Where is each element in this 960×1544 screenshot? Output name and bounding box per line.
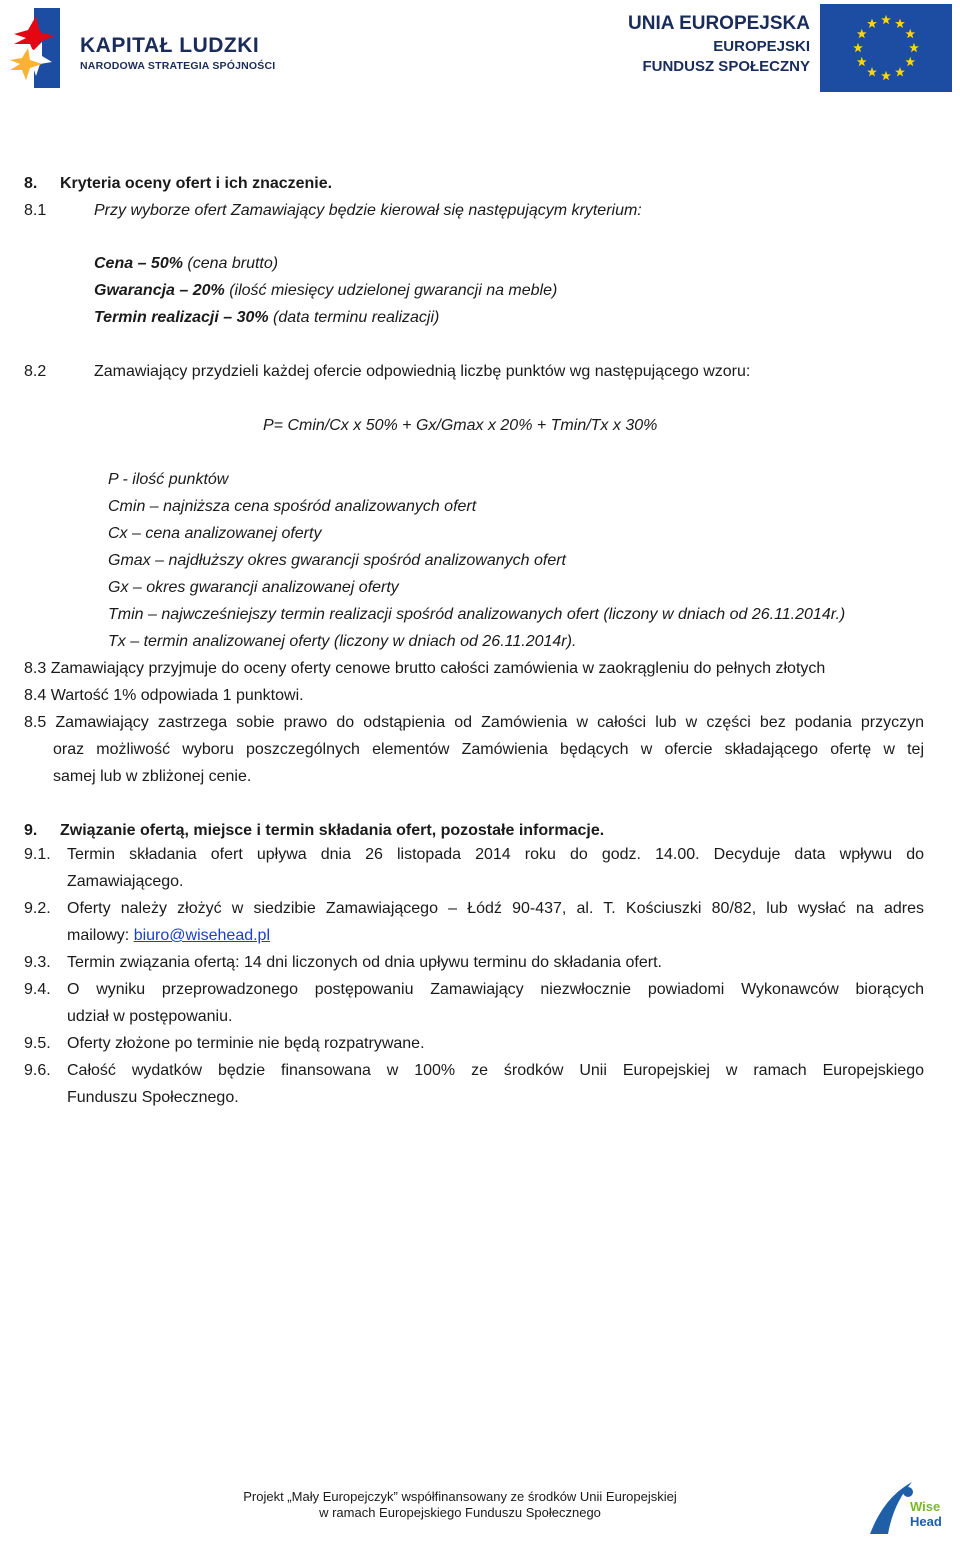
item-9-5-number: 9.5. <box>24 1035 51 1052</box>
footer-line2: w ramach Europejskiego Funduszu Społecznego <box>319 1505 601 1520</box>
item-9-3-line1: Termin związania ofertą: 14 dni liczonych od dnia upływu terminu do składania ofert. <box>67 954 662 971</box>
wisehead-word-2: Head <box>910 1514 942 1529</box>
footer-note <box>180 1489 740 1521</box>
item-9-5-line1: Oferty złożone po terminie nie będą rozpatrywane. <box>67 1035 425 1052</box>
criterion-price-desc: (cena brutto) <box>182 255 279 272</box>
item-9-2-line2 <box>67 926 270 946</box>
section-8-heading: Kryteria oceny ofert i ich znaczenie. <box>60 175 333 192</box>
eu-fund-line2: FUNDUSZ SPOŁECZNY <box>642 58 810 75</box>
eu-text-block <box>600 12 810 82</box>
paragraph-8-5-line1: 8.5 Zamawiający zastrzega sobie prawo do odstąpienia od Zamówienia w całości lub w części bez podania przyczyn <box>24 714 924 731</box>
legend-item: Cx – cena analizowanej oferty <box>108 525 322 542</box>
kapital-ludzki-emblem-icon <box>6 4 66 92</box>
paragraph-8-1: Przy wyborze ofert Zamawiający będzie kierował się następującym kryterium: <box>94 202 642 219</box>
criterion-warranty-label: Gwarancja – 20% <box>94 282 225 299</box>
wisehead-swoosh-icon <box>866 1478 916 1538</box>
item-9-6-line1: Całość wydatków będzie finansowana w 100% ze środków Unii Europejskiej w ramach Europejskiego <box>67 1062 924 1079</box>
email-link[interactable]: biuro@wisehead.pl <box>133 927 271 944</box>
section-9-number: 9. <box>24 822 38 839</box>
wisehead-word-1: Wise <box>910 1499 941 1514</box>
criterion-price-label: Cena – 50% <box>94 255 183 272</box>
eu-flag-icon <box>820 4 952 92</box>
paragraph-8-3: 8.3 Zamawiający przyjmuje do oceny oferty cenowe brutto całości zamówienia w zaokrągleniu do pełnych złotych <box>24 660 826 677</box>
eu-title: UNIA EUROPEJSKA <box>628 13 810 34</box>
wisehead-logo <box>866 1478 958 1540</box>
item-9-2-line1: Oferty należy złożyć w siedzibie Zamawiającego – Łódź 90-437, al. T. Kościuszki 80/82, lub wysłać na adres <box>67 900 924 917</box>
legend-item: Cmin – najniższa cena spośród analizowanych ofert <box>108 498 477 515</box>
criterion-deadline <box>94 308 439 328</box>
item-9-4-line2: udział w postępowaniu. <box>67 1008 233 1025</box>
legend-item: Gmax – najdłuższy okres gwarancji spośród analizowanych ofert <box>108 552 566 569</box>
score-formula: P= Cmin/Cx x 50% + Gx/Gmax x 20% + Tmin/Tx x 30% <box>263 417 658 434</box>
criterion-deadline-label: Termin realizacji – 30% <box>94 309 269 326</box>
item-9-4-number: 9.4. <box>24 981 51 998</box>
kapital-ludzki-subtitle: NARODOWA STRATEGIA SPÓJNOŚCI <box>80 60 276 72</box>
paragraph-8-5-line2: oraz możliwość wyboru poszczególnych elementów Zamówienia będących w ofercie składającego ofertę w tej <box>53 741 924 758</box>
legend-item: Tx – termin analizowanej oferty (liczony w dniach od 26.11.2014r). <box>108 633 577 650</box>
item-9-6-number: 9.6. <box>24 1062 51 1079</box>
footer-line1: Projekt „Mały Europejczyk” współfinansowany ze środków Unii Europejskiej <box>243 1489 677 1504</box>
item-9-6-line2: Funduszu Społecznego. <box>67 1089 239 1106</box>
paragraph-8-2: Zamawiający przydzieli każdej ofercie odpowiednią liczbę punktów wg następującego wzoru: <box>94 363 751 380</box>
criterion-price <box>94 254 278 274</box>
item-9-3-number: 9.3. <box>24 954 51 971</box>
item-9-2-prefix: mailowy: <box>67 927 134 944</box>
section-8-number: 8. <box>24 175 38 192</box>
legend-item: Gx – okres gwarancji analizowanej oferty <box>108 579 399 596</box>
section-9-heading: Związanie ofertą, miejsce i termin składania ofert, pozostałe informacje. <box>60 822 605 839</box>
legend-item: P - ilość punktów <box>108 471 229 488</box>
criterion-warranty-desc: (ilość miesięcy udzielonej gwarancji na meble) <box>224 282 558 299</box>
paragraph-8-4: 8.4 Wartość 1% odpowiada 1 punktowi. <box>24 687 304 704</box>
item-9-1-line2: Zamawiającego. <box>67 873 184 890</box>
legend-item: Tmin – najwcześniejszy termin realizacji spośród analizowanych ofert (liczony w dniach od 26.11.2014r.) <box>108 606 846 623</box>
kapital-ludzki-title: KAPITAŁ LUDZKI <box>80 34 260 57</box>
item-9-1-number: 9.1. <box>24 846 51 863</box>
paragraph-8-1-number: 8.1 <box>24 202 47 219</box>
criterion-warranty <box>94 281 557 301</box>
criterion-deadline-desc: (data terminu realizacji) <box>268 309 440 326</box>
item-9-1-line1: Termin składania ofert upływa dnia 26 listopada 2014 roku do godz. 14.00. Decyduje data wpływu do <box>67 846 924 863</box>
item-9-4-line1: O wyniku przeprowadzonego postępowaniu Zamawiający niezwłocznie powiadomi Wykonawców biorących <box>67 981 924 998</box>
kapital-ludzki-logo <box>6 4 276 94</box>
eu-fund-line1: EUROPEJSKI <box>713 38 810 55</box>
paragraph-8-2-number: 8.2 <box>24 363 47 380</box>
paragraph-8-5-line3: samej lub w zbliżonej cenie. <box>53 768 252 785</box>
item-9-2-number: 9.2. <box>24 900 51 917</box>
